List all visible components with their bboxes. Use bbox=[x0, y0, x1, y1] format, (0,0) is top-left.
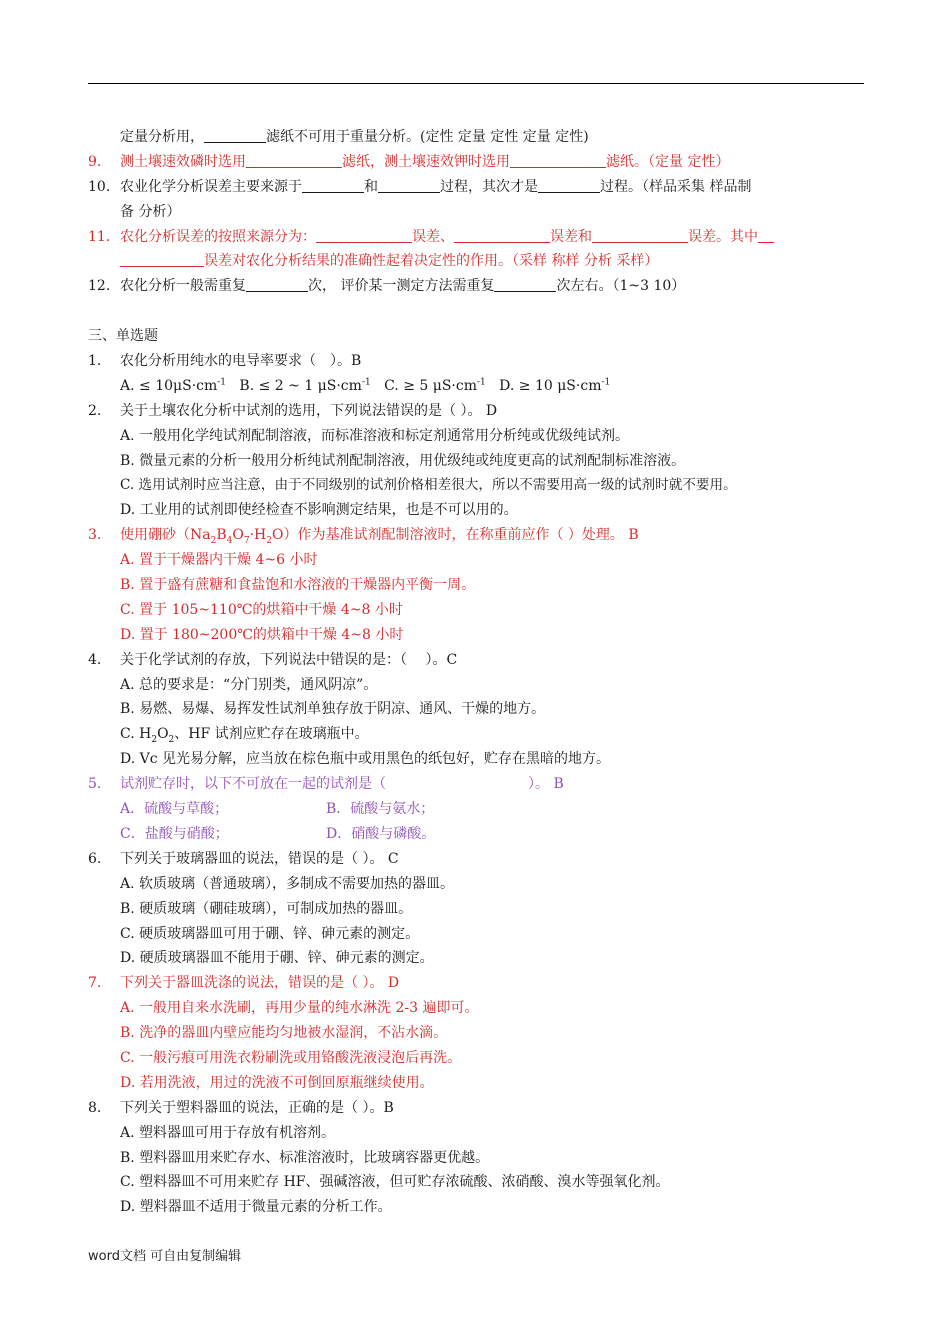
option-b: B．硫酸与氨水； bbox=[326, 801, 435, 818]
mc-question-1 bbox=[88, 349, 878, 374]
text: O bbox=[232, 527, 244, 544]
option-line bbox=[88, 996, 878, 1021]
answer-blank bbox=[494, 276, 556, 292]
option-d: D. ≥ 10 μS·cm bbox=[499, 377, 602, 394]
text: 备 分析） bbox=[120, 203, 181, 220]
text: 农化分析误差的按照来源分为： bbox=[120, 228, 316, 245]
option-a: A. 软质玻璃（普通玻璃），多制成不需要加热的器皿。 bbox=[120, 875, 455, 892]
answer-blank bbox=[204, 127, 266, 143]
text: 农化分析一般需重复 bbox=[120, 278, 246, 295]
option-a: A．硫酸与草酸； bbox=[120, 801, 229, 818]
question-number: 10. bbox=[88, 178, 111, 195]
option-b: B. 微量元素的分析一般用分析纯试剂配制溶液，用优级纯或纯度更高的试剂配制标准溶液。 bbox=[120, 452, 686, 469]
mc-question-4 bbox=[88, 648, 878, 673]
option-c: C. 塑料器皿不可用来贮存 HF、强碱溶液，但可贮存浓硫酸、浓硝酸、溴水等强氧化剂。 bbox=[120, 1174, 670, 1191]
option-c: C. ≥ 5 μS·cm bbox=[384, 377, 477, 394]
answer-blank bbox=[246, 276, 308, 292]
question-text: 下列关于玻璃器皿的说法，错误的是（ ）。 C bbox=[120, 850, 399, 867]
answer-blank bbox=[592, 227, 688, 243]
text: B bbox=[216, 527, 227, 544]
question-text: 下列关于器皿洗涤的说法，错误的是（ ）。 D bbox=[120, 975, 400, 992]
option-line bbox=[88, 1046, 878, 1071]
option-line bbox=[88, 747, 878, 772]
subscript: 2 bbox=[266, 536, 272, 547]
option-line bbox=[88, 697, 878, 722]
option-b: B. 洗净的器皿内壁应能均匀地被水湿润，不沾水滴。 bbox=[120, 1025, 448, 1042]
option-line bbox=[88, 872, 878, 897]
question-number: 11. bbox=[88, 228, 111, 245]
answer-blank bbox=[454, 227, 550, 243]
option-d: D. 工业用的试剂即使经检查不影响测定结果，也是不可以用的。 bbox=[120, 502, 518, 519]
answer-blank bbox=[302, 177, 364, 193]
superscript: -1 bbox=[361, 377, 371, 388]
answer-blank bbox=[758, 227, 774, 243]
question-number: 5. bbox=[88, 776, 102, 793]
option-line bbox=[88, 548, 878, 573]
option-b: B. 置于盛有蔗糖和食盐饱和水溶液的干燥器内平衡一周。 bbox=[120, 577, 476, 594]
mc-question-1-options bbox=[88, 374, 878, 399]
subscript: 4 bbox=[226, 536, 233, 547]
option-c: C. 一般污痕可用洗衣粉刷洗或用铬酸洗液浸泡后再洗。 bbox=[120, 1049, 462, 1066]
section-title: 三、单选题 bbox=[88, 328, 158, 345]
option-line bbox=[88, 822, 878, 847]
option-c: C．盐酸与硝酸； bbox=[120, 825, 229, 842]
text: 滤纸，测土壤速效钾时选用 bbox=[342, 153, 510, 170]
superscript: -1 bbox=[477, 377, 486, 388]
option-line bbox=[88, 897, 878, 922]
question-number: 1. bbox=[88, 353, 102, 370]
option-a: A. 总的要求是：“分门别类，通风阴凉”。 bbox=[120, 676, 378, 693]
option-d: D. 硬质玻璃器皿不能用于硼、锌、砷元素的测定。 bbox=[120, 950, 434, 967]
option-a: A. 置于干燥器内干燥 4~6 小时 bbox=[120, 552, 318, 569]
text: ）。 B bbox=[528, 776, 564, 793]
text: O）作为基准试剂配制溶液时，在称重前应作（ ）处理。 B bbox=[272, 527, 639, 544]
section-heading bbox=[88, 324, 878, 349]
option-line bbox=[88, 797, 878, 822]
text: 农业化学分析误差主要来源于 bbox=[120, 178, 302, 195]
question-number: 6. bbox=[88, 850, 102, 867]
mc-question-6 bbox=[88, 847, 878, 872]
option-line bbox=[88, 449, 878, 474]
option-a: A. ≤ 10μS·cm bbox=[120, 377, 218, 394]
option-d: D. 若用洗液，用过的洗液不可倒回原瓶继续使用。 bbox=[120, 1074, 434, 1091]
text: 和 bbox=[364, 178, 378, 195]
question-number: 3. bbox=[88, 527, 102, 544]
fill-question-11-cont bbox=[88, 249, 878, 274]
text: 定量分析用， bbox=[120, 129, 204, 145]
option-a: A. 塑料器皿可用于存放有机溶剂。 bbox=[120, 1124, 336, 1141]
text: ·H bbox=[249, 527, 267, 544]
option-line bbox=[88, 673, 878, 698]
option-line bbox=[88, 1195, 878, 1220]
option-d: D. 置于 180~200℃的烘箱中干燥 4~8 小时 bbox=[120, 626, 404, 643]
text: 误差。其中 bbox=[688, 228, 758, 245]
text: O bbox=[157, 726, 169, 743]
answer-blank bbox=[510, 152, 606, 168]
option-b: B. ≤ 2 ~ 1 μS·cm bbox=[239, 377, 362, 394]
subscript: 2 bbox=[210, 536, 217, 547]
subscript: 7 bbox=[243, 536, 250, 547]
option-line bbox=[88, 573, 878, 598]
option-line bbox=[88, 1121, 878, 1146]
mc-question-3 bbox=[88, 523, 878, 548]
question-number: 12. bbox=[88, 278, 111, 295]
document-body bbox=[88, 125, 878, 1220]
option-b: B. 塑料器皿用来贮存水、标准溶液时，比玻璃容器更优越。 bbox=[120, 1149, 490, 1166]
text: 过程，其次才是 bbox=[440, 178, 538, 195]
option-line bbox=[88, 1146, 878, 1171]
question-number: 9. bbox=[88, 153, 102, 170]
option-line bbox=[88, 623, 878, 648]
fill-question-12 bbox=[88, 274, 878, 299]
answer-blank bbox=[538, 177, 600, 193]
subscript: 2 bbox=[168, 735, 175, 746]
question-text: 下列关于塑料器皿的说法，正确的是（ ）。B bbox=[120, 1099, 394, 1116]
option-line bbox=[88, 598, 878, 623]
text: 误差和 bbox=[550, 228, 592, 245]
option-d: D．硝酸与磷酸。 bbox=[326, 825, 436, 842]
option-line bbox=[88, 1021, 878, 1046]
text: 滤纸。（定量 定性） bbox=[606, 153, 730, 170]
question-text: 关于土壤农化分析中试剂的选用，下列说法错误的是（ ）。 D bbox=[120, 402, 498, 419]
page-footer: word文档 可自由复制编辑 bbox=[88, 1249, 242, 1264]
option-a: A. 一般用化学纯试剂配制溶液，而标准溶液和标定剂通常用分析纯或优级纯试剂。 bbox=[120, 427, 630, 444]
fill-question-11 bbox=[88, 225, 878, 250]
question-number: 2. bbox=[88, 402, 102, 419]
text: 测土壤速效磷时选用 bbox=[120, 153, 246, 170]
option-c: C. H bbox=[120, 726, 152, 743]
fill-line-8-cont bbox=[88, 125, 878, 150]
text: 、HF 试剂应贮存在玻璃瓶中。 bbox=[174, 726, 369, 743]
subscript: 2 bbox=[151, 735, 158, 746]
text: 误差对农化分析结果的准确性起着决定性的作用。（采样 称样 分析 采样） bbox=[204, 253, 659, 270]
question-number: 4. bbox=[88, 651, 102, 668]
text: 滤纸不可用于重量分析。(定性 定量 定性 定量 定性) bbox=[266, 129, 589, 145]
text: 次左右。（1~3 10） bbox=[556, 278, 686, 295]
answer-blank bbox=[378, 177, 440, 193]
text: 次， 评价某一测定方法需重复 bbox=[308, 278, 495, 295]
fill-question-9 bbox=[88, 150, 878, 175]
question-number: 7. bbox=[88, 975, 102, 992]
option-line bbox=[88, 922, 878, 947]
question-number: 8. bbox=[88, 1099, 102, 1116]
option-line bbox=[88, 498, 878, 523]
answer-blank bbox=[120, 251, 204, 267]
option-line bbox=[88, 722, 878, 747]
header-rule bbox=[88, 83, 864, 84]
mc-question-5 bbox=[88, 772, 878, 797]
superscript: -1 bbox=[217, 377, 227, 388]
option-c: C. 选用试剂时应当注意，由于不同级别的试剂价格相差很大，所以不需要用高一级的试剂时就不要用。 bbox=[120, 477, 737, 494]
answer-blank bbox=[246, 152, 342, 168]
fill-question-10-cont bbox=[88, 200, 878, 225]
option-b: B. 硬质玻璃（硼硅玻璃），可制成加热的器皿。 bbox=[120, 900, 413, 917]
text: 使用硼砂（Na bbox=[120, 527, 211, 544]
option-b: B. 易燃、易爆、易挥发性试剂单独存放于阴凉、通风、干燥的地方。 bbox=[120, 701, 546, 718]
option-line bbox=[88, 424, 878, 449]
answer-blank bbox=[316, 227, 412, 243]
question-text: 关于化学试剂的存放，下列说法中错误的是：（ ）。C bbox=[120, 651, 458, 668]
text: 过程。（样品采集 样品制 bbox=[600, 178, 752, 195]
option-c: C. 硬质玻璃器皿可用于硼、锌、砷元素的测定。 bbox=[120, 925, 420, 942]
option-line bbox=[88, 1071, 878, 1096]
option-line bbox=[88, 946, 878, 971]
fill-question-10 bbox=[88, 175, 878, 200]
text: 试剂贮存时，以下不可放在一起的试剂是（ bbox=[120, 776, 386, 793]
option-a: A. 一般用自来水洗刷，再用少量的纯水淋洗 2-3 遍即可。 bbox=[120, 1000, 479, 1017]
mc-question-7 bbox=[88, 971, 878, 996]
mc-question-2 bbox=[88, 399, 878, 424]
question-text: 农化分析用纯水的电导率要求（ ）。B bbox=[120, 353, 362, 370]
option-d: D. Vc 见光易分解，应当放在棕色瓶中或用黑色的纸包好，贮存在黑暗的地方。 bbox=[120, 751, 611, 768]
option-line bbox=[88, 1170, 878, 1195]
option-c: C. 置于 105~110℃的烘箱中干燥 4~8 小时 bbox=[120, 601, 403, 618]
text: 误差、 bbox=[412, 228, 454, 245]
option-line bbox=[88, 473, 878, 498]
superscript: -1 bbox=[601, 377, 611, 388]
option-d: D. 塑料器皿不适用于微量元素的分析工作。 bbox=[120, 1199, 392, 1216]
mc-question-8 bbox=[88, 1096, 878, 1121]
